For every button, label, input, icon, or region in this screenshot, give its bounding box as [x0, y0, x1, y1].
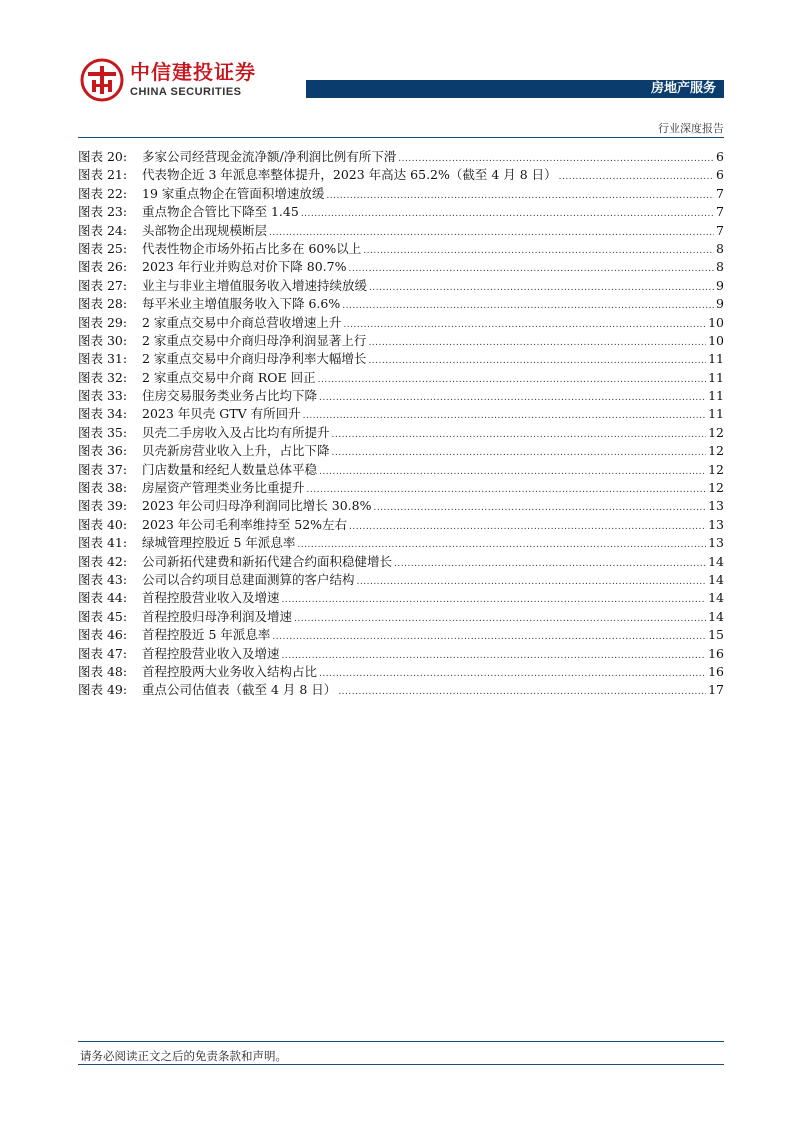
toc-figure-number: 图表 24: [78, 222, 128, 238]
toc-figure-number: 图表 23: [78, 204, 128, 220]
toc-figure-number: 图表 40: [78, 516, 128, 532]
toc-leader-dots [326, 185, 714, 205]
toc-leader-dots [332, 424, 707, 444]
toc-page-number: 14 [708, 590, 724, 606]
toc-leader-dots [349, 516, 706, 536]
toc-figure-title: 头部物企出现规模断层 [142, 222, 268, 238]
toc-figure-title: 2023 年行业并购总对价下降 80.7% [142, 259, 347, 275]
toc-figure-number: 图表 34: [78, 406, 128, 422]
toc-page-number: 12 [708, 480, 724, 496]
toc-page-number: 12 [708, 461, 724, 477]
logo-chinese-name: 中信建投证券 [130, 60, 256, 84]
toc-page-number: 6 [716, 149, 724, 164]
toc-entry[interactable] [78, 295, 724, 313]
toc-figure-number: 图表 36: [78, 443, 128, 459]
toc-entry[interactable] [78, 479, 724, 497]
toc-leader-dots [357, 571, 707, 591]
toc-page-number: 11 [708, 388, 724, 404]
toc-page-number: 13 [708, 516, 724, 532]
toc-page-number: 16 [708, 663, 724, 679]
toc-entry[interactable] [78, 553, 724, 571]
toc-leader-dots [319, 663, 706, 683]
toc-leader-dots [373, 497, 706, 517]
toc-entry[interactable] [78, 277, 724, 295]
toc-entry[interactable] [78, 442, 724, 460]
toc-page-number: 13 [708, 535, 724, 551]
toc-page-number: 16 [708, 645, 724, 661]
toc-entry[interactable] [78, 258, 724, 276]
toc-page-number: 14 [708, 553, 724, 569]
toc-figure-title: 公司以合约项目总建面测算的客户结构 [142, 571, 355, 587]
toc-figure-title: 19 家重点物企在管面积增速放缓 [142, 185, 325, 201]
toc-page-number: 7 [716, 204, 724, 220]
toc-page-number: 10 [708, 314, 724, 330]
toc-figure-title: 贝壳二手房收入及占比均有所提升 [142, 424, 330, 440]
footer-divider-bottom [78, 1064, 724, 1065]
toc-entry[interactable] [78, 663, 724, 681]
section-title: 房地产服务 [650, 81, 716, 96]
toc-entry[interactable] [78, 497, 724, 515]
toc-leader-dots [348, 258, 714, 278]
toc-entry[interactable] [78, 240, 724, 258]
toc-figure-number: 图表 25: [78, 240, 128, 256]
toc-leader-dots [282, 589, 707, 609]
logo-english-name: CHINA SECURITIES [130, 86, 242, 98]
toc-figure-title: 2 家重点交易中介商归母净利率大幅增长 [142, 351, 367, 367]
toc-figure-number: 图表 38: [78, 480, 128, 496]
toc-figure-number: 图表 37: [78, 461, 128, 477]
toc-entry[interactable] [78, 405, 724, 423]
toc-page-number: 10 [708, 332, 724, 348]
toc-page-number: 11 [708, 351, 724, 367]
toc-figure-title: 重点物企合管比下降至 1.45 [142, 204, 299, 220]
toc-entry[interactable] [78, 332, 724, 350]
toc-figure-title: 门店数量和经纪人数量总体平稳 [142, 461, 318, 477]
toc-leader-dots [318, 369, 706, 389]
toc-figure-number: 图表 28: [78, 296, 128, 312]
toc-page-number: 7 [716, 185, 724, 201]
toc-entry[interactable] [78, 424, 724, 442]
toc-figure-title: 业主与非业主增值服务收入增速持续放缓 [142, 277, 368, 293]
toc-page-number: 7 [716, 222, 724, 238]
toc-leader-dots [368, 332, 706, 352]
toc-page-number: 9 [716, 296, 724, 312]
toc-page-number: 8 [716, 240, 724, 256]
toc-entry[interactable] [78, 461, 724, 479]
toc-figure-number: 图表 44: [78, 590, 128, 606]
toc-figure-number: 图表 31: [78, 351, 128, 367]
toc-figure-title: 2023 年公司归母净利润同比增长 30.8% [142, 498, 372, 514]
toc-entry[interactable] [78, 626, 724, 644]
toc-entry[interactable] [78, 203, 724, 221]
toc-leader-dots [342, 295, 714, 315]
toc-entry[interactable] [78, 369, 724, 387]
toc-entry[interactable] [78, 516, 724, 534]
toc-leader-dots [319, 387, 706, 407]
table-of-figures [78, 148, 724, 700]
toc-leader-dots [307, 479, 707, 499]
toc-figure-number: 图表 43: [78, 571, 128, 587]
toc-figure-title: 首程控股两大业务收入结构占比 [142, 663, 318, 679]
china-securities-logo-icon [80, 58, 124, 102]
toc-page-number: 11 [708, 406, 724, 422]
toc-page-number: 14 [708, 608, 724, 624]
toc-figure-title: 2 家重点交易中介商归母净利润显著上行 [142, 332, 367, 348]
toc-figure-title: 代表物企近 3 年派息率整体提升，2023 年高达 65.2%（截至 4 月 8 日） [142, 167, 557, 183]
toc-figure-number: 图表 48: [78, 663, 128, 679]
toc-page-number: 15 [708, 627, 724, 643]
toc-entry[interactable] [78, 608, 724, 626]
footer-disclaimer: 请务必阅读正文之后的免责条款和声明。 [80, 1049, 287, 1063]
header-divider [78, 137, 724, 138]
toc-leader-dots [297, 534, 706, 554]
toc-entry[interactable] [78, 645, 724, 663]
toc-leader-dots [332, 442, 707, 462]
toc-figure-number: 图表 32: [78, 369, 128, 385]
toc-page-number: 8 [716, 259, 724, 275]
toc-figure-title: 2 家重点交易中介商总营收增速上升 [142, 314, 342, 330]
toc-leader-dots [369, 277, 714, 297]
toc-figure-number: 图表 47: [78, 645, 128, 661]
toc-figure-number: 图表 46: [78, 627, 128, 643]
toc-leader-dots [301, 203, 714, 223]
toc-figure-title: 2023 年贝壳 GTV 有所回升 [142, 406, 301, 422]
footer-divider-top [78, 1041, 724, 1042]
toc-figure-number: 图表 20: [78, 149, 128, 164]
toc-figure-title: 首程控股营业收入及增速 [142, 590, 280, 606]
toc-leader-dots [319, 461, 706, 481]
toc-figure-number: 图表 45: [78, 608, 128, 624]
toc-page-number: 17 [708, 682, 724, 698]
toc-page-number: 6 [716, 167, 724, 183]
toc-entry[interactable] [78, 571, 724, 589]
toc-figure-number: 图表 49: [78, 682, 128, 698]
toc-leader-dots [363, 240, 714, 260]
toc-page-number: 11 [708, 369, 724, 385]
toc-leader-dots [272, 626, 706, 646]
toc-page-number: 12 [708, 443, 724, 459]
toc-figure-title: 每平米业主增值服务收入下降 6.6% [142, 296, 341, 312]
toc-figure-number: 图表 21: [78, 167, 128, 183]
toc-page-number: 14 [708, 571, 724, 587]
toc-figure-title: 绿城管理控股近 5 年派息率 [142, 535, 296, 551]
toc-leader-dots [559, 166, 714, 186]
toc-leader-dots [282, 645, 707, 665]
toc-figure-number: 图表 30: [78, 332, 128, 348]
toc-page-number: 9 [716, 277, 724, 293]
company-logo [80, 58, 256, 102]
section-banner [306, 80, 724, 98]
toc-figure-title: 代表性物企市场外拓占比多在 60%以上 [142, 240, 362, 256]
toc-entry[interactable] [78, 166, 724, 184]
toc-figure-title: 公司新拓代建费和新拓代建合约面积稳健增长 [142, 553, 393, 569]
toc-entry[interactable] [78, 185, 724, 203]
toc-figure-title: 2023 年公司毛利率维持至 52%左右 [142, 516, 348, 532]
toc-figure-number: 图表 29: [78, 314, 128, 330]
toc-leader-dots [294, 608, 706, 628]
toc-leader-dots [338, 681, 706, 701]
toc-figure-number: 图表 22: [78, 185, 128, 201]
report-type-label: 行业深度报告 [658, 122, 724, 135]
toc-figure-number: 图表 39: [78, 498, 128, 514]
toc-entry[interactable] [78, 534, 724, 552]
toc-figure-title: 首程控股营业收入及增速 [142, 645, 280, 661]
toc-figure-title: 2 家重点交易中介商 ROE 回正 [142, 369, 316, 385]
toc-figure-title: 重点公司估值表（截至 4 月 8 日） [142, 682, 337, 698]
toc-figure-title: 首程控股归母净利润及增速 [142, 608, 293, 624]
toc-entry[interactable] [78, 387, 724, 405]
toc-entry[interactable] [78, 314, 724, 332]
toc-figure-number: 图表 35: [78, 424, 128, 440]
toc-page-number: 12 [708, 424, 724, 440]
toc-figure-number: 图表 41: [78, 535, 128, 551]
toc-leader-dots [269, 222, 714, 242]
toc-figure-title: 多家公司经营现金流净额/净利润比例有所下滑 [142, 149, 397, 164]
toc-entry[interactable] [78, 222, 724, 240]
toc-leader-dots [343, 314, 706, 334]
toc-leader-dots [303, 405, 707, 425]
toc-figure-title: 贝壳新房营业收入上升，占比下降 [142, 443, 330, 459]
toc-leader-dots [368, 350, 706, 370]
toc-figure-number: 图表 42: [78, 553, 128, 569]
toc-leader-dots [398, 148, 714, 168]
toc-entry[interactable] [78, 681, 724, 699]
toc-figure-title: 首程控股近 5 年派息率 [142, 627, 271, 643]
toc-entry[interactable] [78, 350, 724, 368]
toc-figure-number: 图表 33: [78, 388, 128, 404]
toc-figure-number: 图表 27: [78, 277, 128, 293]
toc-entry[interactable] [78, 589, 724, 607]
toc-leader-dots [394, 553, 706, 573]
toc-figure-number: 图表 26: [78, 259, 128, 275]
toc-page-number: 13 [708, 498, 724, 514]
toc-figure-title: 房屋资产管理类业务比重提升 [142, 480, 305, 496]
toc-figure-title: 住房交易服务类业务占比均下降 [142, 388, 318, 404]
page-header [0, 0, 802, 140]
toc-entry[interactable] [78, 148, 724, 166]
